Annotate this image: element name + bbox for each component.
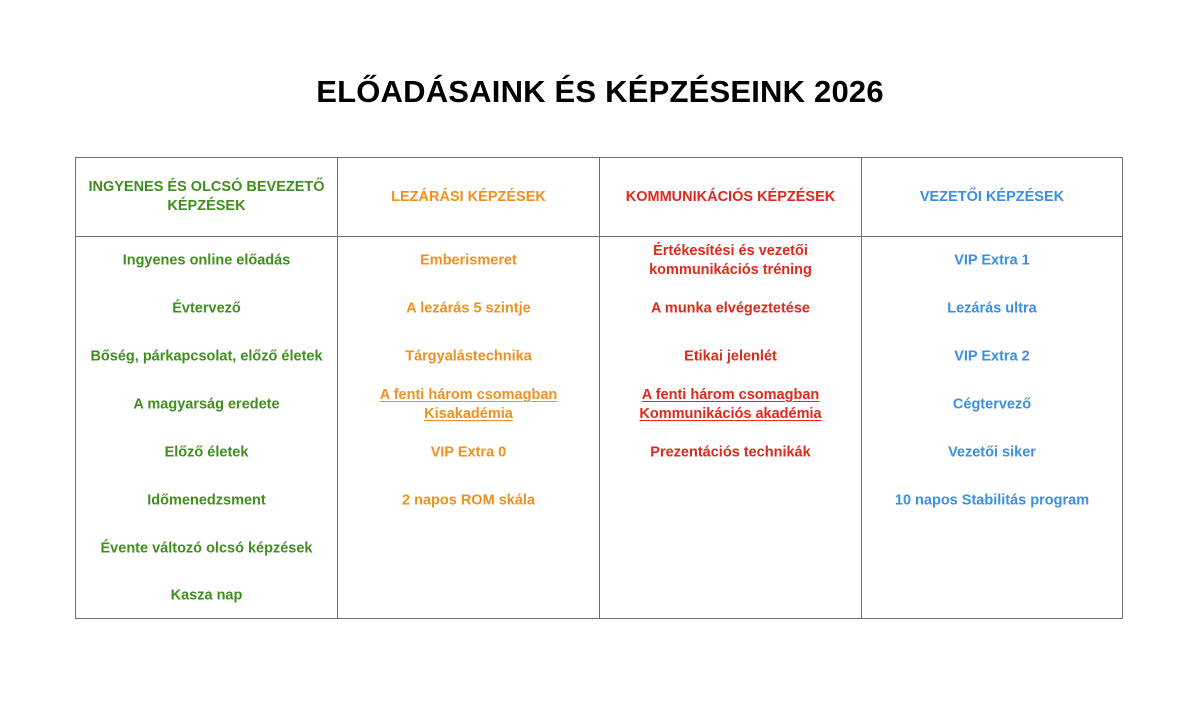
column-header (862, 158, 1122, 236)
column-header-line: KÉPZÉSEK (167, 198, 246, 214)
list-item: VIP Extra 1 (954, 252, 1030, 269)
list-item: Évente változó olcsó képzések (100, 540, 313, 557)
column-header (76, 158, 337, 236)
list-item: VIP Extra 2 (954, 348, 1030, 365)
list-item: Bőség, párkapcsolat, előző életek (90, 348, 323, 365)
list-item: Tárgyalástechnika (405, 348, 532, 365)
list-item: 2 napos ROM skála (402, 492, 535, 509)
package-link-kisakademia[interactable]: A fenti három csomagban Kisakadémia (379, 387, 558, 422)
column-header-line: INGYENES ÉS OLCSÓ BEVEZETŐ (88, 179, 325, 195)
column-header (600, 158, 861, 236)
column-intro-courses (76, 158, 337, 618)
list-item: Prezentációs technikák (650, 444, 811, 461)
list-item: Időmenedzsment (147, 492, 266, 509)
column-header (338, 158, 599, 236)
page-title: ELŐADÁSAINK ÉS KÉPZÉSEINK 2026 (316, 74, 884, 109)
list-item: Kasza nap (170, 587, 243, 604)
list-item: A magyarság eredete (133, 396, 280, 413)
list-item: Etikai jelenlét (684, 348, 777, 365)
column-communication-courses (600, 158, 861, 618)
column-header-line: LEZÁRÁSI KÉPZÉSEK (391, 188, 546, 205)
list-item: VIP Extra 0 (430, 444, 507, 461)
list-item: Vezetői siker (948, 444, 1036, 461)
list-item: Előző életek (164, 444, 249, 461)
column-header-line: KOMMUNIKÁCIÓS KÉPZÉSEK (625, 188, 836, 205)
list-item: A munka elvégeztetése (650, 300, 811, 317)
list-item: Cégtervező (952, 396, 1032, 413)
list-item: Lezárás ultra (947, 300, 1037, 317)
course-table (75, 157, 1123, 619)
list-item: Ingyenes online előadás (122, 252, 291, 269)
list-item: Emberismeret (420, 252, 517, 269)
list-item: Értékesítési és vezetői kommunikációs tréning (649, 243, 812, 278)
package-link-kommunikacios-akademia[interactable]: A fenti három csomagban Kommunikációs akadémia (639, 387, 822, 422)
list-item: 10 napos Stabilitás program (894, 492, 1090, 509)
column-leadership-courses (862, 158, 1122, 618)
column-header-line: VEZETŐI KÉPZÉSEK (919, 188, 1065, 205)
list-item: Évtervező (172, 300, 241, 317)
list-item: A lezárás 5 szintje (406, 300, 531, 317)
column-closing-courses (338, 158, 599, 618)
